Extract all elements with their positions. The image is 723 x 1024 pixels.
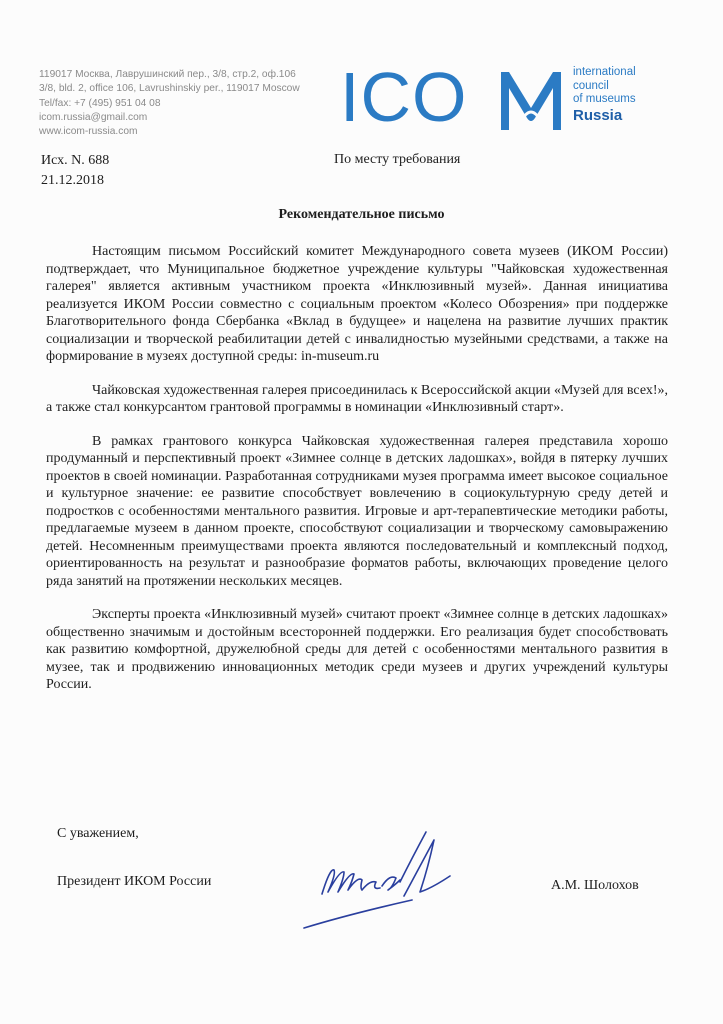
logo-caption (573, 66, 636, 124)
outgoing-number: Исх. N. 688 (41, 153, 110, 168)
logo-text-line: council (573, 79, 609, 92)
phone-line: Tel/fax: +7 (495) 951 04 08 (39, 97, 161, 109)
letter-destination: По месту требования (334, 152, 461, 167)
email-line: icom.russia@gmail.com (39, 111, 148, 123)
address-line-ru: 119017 Москва, Лаврушинский пер., 3/8, стр.2, оф.106 (39, 69, 296, 80)
letter-date: 21.12.2018 (41, 173, 104, 188)
signatory-name: А.М. Шолохов (551, 878, 639, 893)
sender-address-block (39, 68, 300, 139)
logo-m-glyph-icon (495, 68, 567, 132)
body-paragraph: Эксперты проекта «Инклюзивный музей» считают проект «Зимнее солнце в детских ладошках» общественно значимым и достойным всесторонней поддержки. Его реализация будет способствовать как развитию комфортной, дружелюбной среды для детей с особенностями ментального развития в музее, так и продвижению инновационных методик среди музеев и других учреждений культуры России. (46, 607, 668, 692)
icom-russia-logo (340, 58, 660, 138)
outgoing-reference (41, 151, 109, 191)
logo-country: Russia (573, 106, 623, 124)
address-line-en: 3/8, bld. 2, office 106, Lavrushinskiy per., 119017 Moscow (39, 83, 300, 95)
body-paragraph: В рамках грантового конкурса Чайковская художественная галерея представила хорошо продуманный и перспективный проект «Зимнее солнце в детских ладошках», войдя в пятерку лучших проектов в своей номинации. Разработанная сотрудниками музея программа имеет высокое социальное и культурное значение: ее развитие способствует вовлечению в социокультурную среду детей и подростков с особенностями ментального развития. Игровые и арт-терапевтические методики работы, предлагаемые музеем в данном проекте, способствуют социализации и творческому самовыражению детей. Несомненным преимуществами проекта являются последовательный и комплексный подход, ориентированность на результат и разнообразие форматов работы, включающих проведение целого ряда занятий на протяжении нескольких месяцев. (46, 433, 668, 589)
logo-text-line: of museums (573, 93, 636, 105)
body-paragraph: Чайковская художественная галерея присоединилась к Всероссийской акции «Музей для всех!», а также стал конкурсантом грантовой программы в номинации «Инклюзивный старт». (46, 382, 669, 415)
website-line: www.icom-russia.com (39, 126, 138, 138)
handwritten-signature (300, 818, 470, 938)
logo-letters: ICO (340, 58, 468, 136)
letter-title: Рекомендательное письмо (278, 207, 445, 222)
body-paragraph: Настоящим письмом Российский комитет Международного совета музеев (ИКОМ России) подтверждает, что Муниципальное бюджетное учреждение культуры "Чайковская художественная галерея" является активным участником проекта «Инклюзивный музей». Данная инициатива реализуется ИКОМ России совместно с социальным проектом «Колесо Обозрения» при поддержке Благотворительного фонда Сбербанка «Вклад в будущее» и нацелена на развитие лучших практик социализации и творческой реабилитации детей с инвалидностью музейными средствами, а также на формирование в музеях доступной среды: in-museum.ru (46, 244, 668, 364)
signatory-position: Президент ИКОМ России (57, 874, 212, 889)
closing-salutation: С уважением, (57, 826, 139, 841)
logo-text-line: international (573, 66, 636, 78)
letter-body (46, 243, 668, 710)
